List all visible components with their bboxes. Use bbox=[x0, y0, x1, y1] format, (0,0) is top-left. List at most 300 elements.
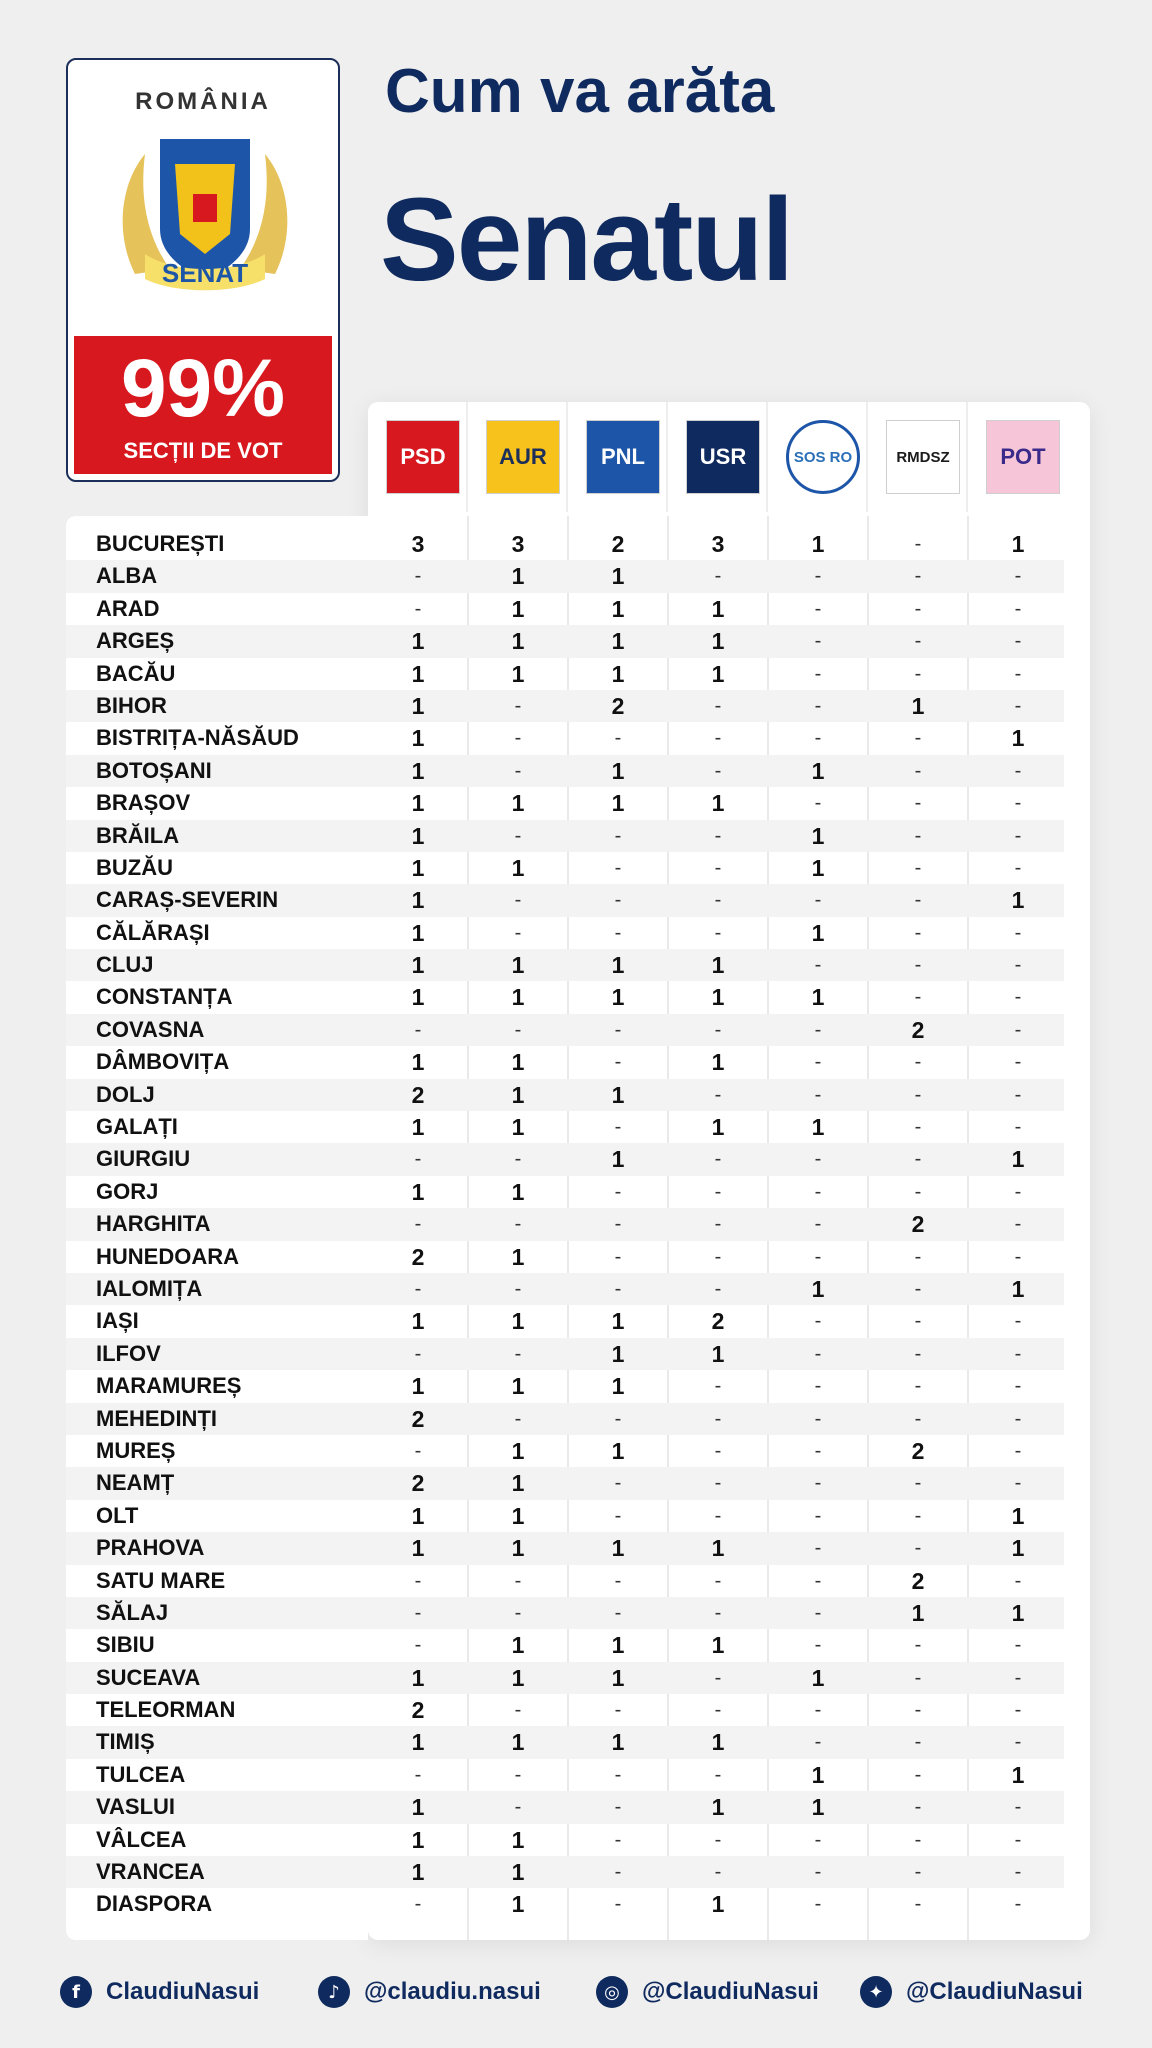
seat-count-cell: - bbox=[614, 1407, 622, 1430]
seat-count-cell: - bbox=[914, 1796, 922, 1819]
seat-count-cell: 1 bbox=[511, 952, 525, 979]
seat-count-cell: - bbox=[914, 856, 922, 879]
twitter-handle: @ClaudiuNasui bbox=[906, 1978, 1083, 2005]
seat-count-cell: - bbox=[814, 1213, 822, 1236]
seat-count-cell: - bbox=[514, 921, 522, 944]
seat-count-cell: - bbox=[714, 889, 722, 912]
seat-count-cell: 1 bbox=[411, 660, 425, 687]
seat-count-cell: - bbox=[614, 1504, 622, 1527]
seat-count-cell: 1 bbox=[711, 952, 725, 979]
county-name: SĂLAJ bbox=[96, 1599, 169, 1625]
seat-count-cell: - bbox=[1014, 597, 1022, 620]
county-name: VÂLCEA bbox=[96, 1826, 187, 1852]
table-row bbox=[66, 1759, 1064, 1791]
seat-count-cell: 1 bbox=[411, 822, 425, 849]
seat-count-cell: - bbox=[714, 759, 722, 782]
seat-count-cell: - bbox=[614, 1472, 622, 1495]
seat-count-cell: - bbox=[514, 727, 522, 750]
seat-count-cell: 1 bbox=[411, 1664, 425, 1691]
seat-count-cell: - bbox=[614, 1245, 622, 1268]
seat-count-cell: - bbox=[914, 1699, 922, 1722]
table-row bbox=[66, 1565, 1064, 1597]
seat-count-cell: - bbox=[414, 597, 422, 620]
seat-count-cell: - bbox=[414, 1277, 422, 1300]
seat-count-cell: - bbox=[614, 889, 622, 912]
county-name: VRANCEA bbox=[96, 1859, 205, 1885]
table-row bbox=[66, 1662, 1064, 1694]
table-row bbox=[66, 755, 1064, 787]
seat-count-cell: 1 bbox=[411, 1502, 425, 1529]
seat-count-cell: 1 bbox=[611, 660, 625, 687]
table-row bbox=[66, 658, 1064, 690]
seat-count-cell: - bbox=[1014, 1180, 1022, 1203]
seat-count-cell: 1 bbox=[411, 1114, 425, 1141]
instagram-link[interactable] bbox=[596, 1976, 819, 2008]
county-name: GALAȚI bbox=[96, 1114, 178, 1140]
table-row bbox=[66, 949, 1064, 981]
seat-count-cell: - bbox=[514, 1763, 522, 1786]
seat-count-cell: 1 bbox=[511, 1243, 525, 1270]
seat-count-cell: - bbox=[1014, 1375, 1022, 1398]
seat-count-cell: - bbox=[914, 1375, 922, 1398]
seat-count-cell: - bbox=[814, 727, 822, 750]
tiktok-icon: ♪ bbox=[318, 1976, 350, 2008]
seat-count-cell: 1 bbox=[1011, 1761, 1025, 1788]
seat-count-cell: 1 bbox=[811, 757, 825, 784]
seat-count-cell: 1 bbox=[611, 952, 625, 979]
seat-count-cell: - bbox=[514, 1407, 522, 1430]
seat-count-cell: - bbox=[1014, 1342, 1022, 1365]
seat-count-cell: 1 bbox=[711, 595, 725, 622]
seat-count-cell: - bbox=[914, 1731, 922, 1754]
table-row bbox=[66, 1791, 1064, 1823]
title-line-2: Senatul bbox=[380, 174, 793, 306]
seat-count-cell: 1 bbox=[711, 1049, 725, 1076]
seat-count-cell: - bbox=[814, 1731, 822, 1754]
seat-count-cell: - bbox=[814, 1342, 822, 1365]
seat-count-cell: - bbox=[414, 1439, 422, 1462]
seat-count-cell: 1 bbox=[811, 1664, 825, 1691]
polling-percent-value: 99% bbox=[120, 343, 286, 434]
seat-count-cell: - bbox=[714, 1245, 722, 1268]
table-row bbox=[66, 1370, 1064, 1402]
seat-count-cell: 1 bbox=[611, 595, 625, 622]
seat-count-cell: - bbox=[814, 1018, 822, 1041]
seat-count-cell: 1 bbox=[711, 660, 725, 687]
logo-country-text: ROMÂNIA bbox=[135, 88, 271, 115]
seat-count-cell: - bbox=[814, 1601, 822, 1624]
seat-count-cell: 1 bbox=[511, 1859, 525, 1886]
seat-count-cell: 1 bbox=[1011, 1535, 1025, 1562]
seat-count-cell: - bbox=[914, 1245, 922, 1268]
seat-count-cell: - bbox=[714, 921, 722, 944]
county-name: IAȘI bbox=[96, 1308, 139, 1334]
seat-count-cell: 1 bbox=[611, 1535, 625, 1562]
county-name: ALBA bbox=[96, 563, 158, 589]
seat-count-cell: - bbox=[914, 1277, 922, 1300]
seat-count-cell: 1 bbox=[711, 1729, 725, 1756]
seat-count-cell: 1 bbox=[611, 1081, 625, 1108]
table-row bbox=[66, 1208, 1064, 1240]
seat-count-cell: 1 bbox=[411, 1535, 425, 1562]
facebook-handle: ClaudiuNasui bbox=[106, 1978, 260, 2005]
seat-count-cell: - bbox=[914, 1116, 922, 1139]
seat-count-cell: 1 bbox=[411, 725, 425, 752]
seat-count-cell: 1 bbox=[611, 1437, 625, 1464]
seat-count-cell: - bbox=[614, 1569, 622, 1592]
county-name: BOTOȘANI bbox=[96, 757, 212, 783]
seat-count-cell: - bbox=[1014, 1699, 1022, 1722]
seat-count-cell: 1 bbox=[511, 1729, 525, 1756]
seat-count-cell: 1 bbox=[611, 563, 625, 590]
seat-count-cell: 1 bbox=[611, 1373, 625, 1400]
seat-count-cell: - bbox=[514, 1018, 522, 1041]
facebook-icon: f bbox=[60, 1976, 92, 2008]
county-name: BRĂILA bbox=[96, 822, 180, 848]
seat-count-cell: 1 bbox=[511, 628, 525, 655]
table-row bbox=[66, 1403, 1064, 1435]
county-name: GORJ bbox=[96, 1178, 159, 1204]
table-row bbox=[66, 690, 1064, 722]
seat-count-cell: - bbox=[614, 1893, 622, 1916]
instagram-handle: @ClaudiuNasui bbox=[642, 1978, 819, 2005]
seat-count-cell: 1 bbox=[411, 1826, 425, 1853]
seat-count-cell: - bbox=[514, 694, 522, 717]
county-name: OLT bbox=[96, 1502, 139, 1528]
seat-count-cell: 1 bbox=[511, 790, 525, 817]
seat-count-cell: - bbox=[914, 1893, 922, 1916]
seat-count-cell: 1 bbox=[611, 1340, 625, 1367]
seat-count-cell: - bbox=[714, 1083, 722, 1106]
seat-count-cell: 1 bbox=[411, 1859, 425, 1886]
seat-count-cell: - bbox=[614, 1796, 622, 1819]
seat-count-cell: 1 bbox=[611, 1146, 625, 1173]
table-row bbox=[66, 981, 1064, 1013]
seat-count-cell: - bbox=[614, 1601, 622, 1624]
seat-count-cell: - bbox=[614, 1018, 622, 1041]
seat-count-cell: - bbox=[814, 1569, 822, 1592]
seat-count-cell: 1 bbox=[811, 822, 825, 849]
county-name: BUZĂU bbox=[96, 854, 173, 880]
seat-count-cell: - bbox=[814, 1699, 822, 1722]
seat-count-cell: 1 bbox=[511, 1373, 525, 1400]
seat-count-cell: 1 bbox=[711, 1891, 725, 1918]
seat-count-cell: 1 bbox=[1011, 1599, 1025, 1626]
seat-count-cell: - bbox=[914, 1634, 922, 1657]
table-row bbox=[66, 1532, 1064, 1564]
seat-count-cell: - bbox=[414, 1763, 422, 1786]
polling-percent-label: SECȚII DE VOT bbox=[123, 438, 283, 463]
seat-count-cell: - bbox=[814, 694, 822, 717]
seat-count-cell: - bbox=[814, 954, 822, 977]
seat-count-cell: - bbox=[1014, 1731, 1022, 1754]
seat-count-cell: 1 bbox=[611, 984, 625, 1011]
party-logo: RMDSZ bbox=[886, 420, 960, 494]
seat-count-cell: - bbox=[614, 727, 622, 750]
seat-count-cell: - bbox=[1014, 1083, 1022, 1106]
seat-count-cell: 1 bbox=[711, 1114, 725, 1141]
party-header-col bbox=[768, 402, 868, 512]
county-name: IALOMIȚA bbox=[96, 1275, 203, 1301]
seat-count-cell: - bbox=[714, 1666, 722, 1689]
party-header-col bbox=[968, 402, 1068, 512]
seat-count-cell: - bbox=[514, 1342, 522, 1365]
seat-count-cell: - bbox=[614, 1180, 622, 1203]
table-row bbox=[66, 1694, 1064, 1726]
seat-count-cell: - bbox=[1014, 565, 1022, 588]
twitter-link[interactable] bbox=[860, 1976, 1083, 2008]
seat-count-cell: - bbox=[1014, 1472, 1022, 1495]
seat-count-cell: - bbox=[1014, 759, 1022, 782]
seat-count-cell: 1 bbox=[511, 563, 525, 590]
seat-count-cell: - bbox=[1014, 662, 1022, 685]
seat-count-cell: 1 bbox=[711, 1535, 725, 1562]
table-row bbox=[66, 787, 1064, 819]
seat-count-cell: 1 bbox=[411, 757, 425, 784]
seat-count-cell: - bbox=[914, 1666, 922, 1689]
county-name: DIASPORA bbox=[96, 1891, 213, 1917]
party-logo: AUR bbox=[486, 420, 560, 494]
seat-count-cell: - bbox=[914, 1472, 922, 1495]
seat-count-cell: - bbox=[1014, 1116, 1022, 1139]
seat-count-cell: - bbox=[914, 1051, 922, 1074]
seat-count-cell: - bbox=[714, 1277, 722, 1300]
facebook-link[interactable] bbox=[60, 1976, 259, 2008]
seat-count-cell: 1 bbox=[411, 984, 425, 1011]
seat-count-cell: 1 bbox=[711, 1632, 725, 1659]
seat-count-cell: 1 bbox=[511, 595, 525, 622]
social-footer bbox=[0, 1976, 1152, 2016]
seat-count-cell: - bbox=[814, 630, 822, 653]
seat-count-cell: 2 bbox=[411, 1243, 425, 1270]
seat-count-cell: 1 bbox=[611, 757, 625, 784]
seat-count-cell: - bbox=[414, 1569, 422, 1592]
seat-count-cell: - bbox=[414, 1634, 422, 1657]
seat-count-cell: 1 bbox=[511, 1826, 525, 1853]
county-name: GIURGIU bbox=[96, 1146, 191, 1172]
seat-count-cell: - bbox=[914, 630, 922, 653]
county-name: NEAMȚ bbox=[96, 1470, 175, 1496]
seat-count-cell: 1 bbox=[511, 1891, 525, 1918]
table-row bbox=[66, 917, 1064, 949]
seat-count-cell: 2 bbox=[411, 1470, 425, 1497]
seat-count-cell: - bbox=[714, 1018, 722, 1041]
seat-count-cell: - bbox=[914, 921, 922, 944]
senate-logo-card bbox=[66, 58, 340, 482]
seat-count-cell: - bbox=[1014, 1018, 1022, 1041]
county-name: DOLJ bbox=[96, 1081, 155, 1107]
seat-count-cell: 2 bbox=[611, 531, 625, 557]
seat-count-cell: - bbox=[614, 1051, 622, 1074]
seat-count-cell: - bbox=[914, 1828, 922, 1851]
seat-count-cell: 1 bbox=[411, 1794, 425, 1821]
seat-count-cell: 1 bbox=[511, 1437, 525, 1464]
seat-count-cell: - bbox=[914, 662, 922, 685]
seat-count-cell: - bbox=[714, 1828, 722, 1851]
seat-count-cell: - bbox=[1014, 1569, 1022, 1592]
seat-count-cell: - bbox=[714, 1601, 722, 1624]
seat-count-cell: - bbox=[714, 1439, 722, 1462]
seat-count-cell: - bbox=[914, 1083, 922, 1106]
seat-count-cell: 2 bbox=[911, 1567, 925, 1594]
county-name: DÂMBOVIȚA bbox=[96, 1049, 230, 1075]
seat-count-cell: 1 bbox=[511, 1049, 525, 1076]
seat-count-cell: - bbox=[914, 565, 922, 588]
seat-count-cell: 1 bbox=[411, 1308, 425, 1335]
seat-count-cell: 1 bbox=[411, 952, 425, 979]
seat-count-cell: - bbox=[1014, 1407, 1022, 1430]
seat-count-cell: 1 bbox=[611, 1308, 625, 1335]
seat-count-cell: - bbox=[414, 1893, 422, 1916]
seat-count-cell: - bbox=[614, 856, 622, 879]
county-name: ILFOV bbox=[96, 1340, 161, 1366]
seat-count-cell: - bbox=[414, 1148, 422, 1171]
seat-count-cell: - bbox=[514, 1213, 522, 1236]
seat-count-cell: - bbox=[914, 1407, 922, 1430]
seat-count-cell: - bbox=[514, 1148, 522, 1171]
seat-count-cell: 2 bbox=[911, 1016, 925, 1043]
seat-count-cell: 3 bbox=[511, 531, 525, 557]
seat-count-cell: - bbox=[714, 824, 722, 847]
party-header-col bbox=[568, 402, 668, 512]
seat-count-cell: 1 bbox=[711, 1340, 725, 1367]
party-header-col bbox=[468, 402, 568, 512]
seat-count-cell: 1 bbox=[511, 854, 525, 881]
county-name: SATU MARE bbox=[96, 1567, 226, 1593]
table-row bbox=[66, 593, 1064, 625]
table-row bbox=[66, 1143, 1064, 1175]
seat-count-cell: 1 bbox=[1011, 1502, 1025, 1529]
table-row bbox=[66, 1338, 1064, 1370]
table-row bbox=[66, 1079, 1064, 1111]
seat-count-cell: - bbox=[914, 986, 922, 1009]
tiktok-link[interactable] bbox=[318, 1976, 541, 2008]
seat-count-cell: - bbox=[1014, 1634, 1022, 1657]
table-row bbox=[66, 625, 1064, 657]
instagram-icon: ◎ bbox=[596, 1976, 628, 2008]
table-row bbox=[66, 1435, 1064, 1467]
seat-count-cell: - bbox=[1014, 1310, 1022, 1333]
seat-count-cell: - bbox=[1014, 1861, 1022, 1884]
table-row bbox=[66, 1241, 1064, 1273]
party-logo: POT bbox=[986, 420, 1060, 494]
county-name: ARGEȘ bbox=[96, 628, 175, 654]
seat-count-cell: - bbox=[714, 1763, 722, 1786]
seat-count-cell: - bbox=[1014, 1439, 1022, 1462]
seat-count-cell: - bbox=[914, 824, 922, 847]
seat-count-cell: - bbox=[914, 1180, 922, 1203]
seat-count-cell: 1 bbox=[411, 919, 425, 946]
seat-count-cell: - bbox=[814, 1245, 822, 1268]
seat-count-cell: 1 bbox=[511, 1114, 525, 1141]
seat-count-cell: - bbox=[1014, 1213, 1022, 1236]
seat-count-cell: - bbox=[514, 889, 522, 912]
seat-count-cell: - bbox=[914, 727, 922, 750]
results-table-body bbox=[66, 528, 1064, 1921]
seat-count-cell: 1 bbox=[511, 1308, 525, 1335]
seat-count-cell: - bbox=[814, 792, 822, 815]
table-row bbox=[66, 1014, 1064, 1046]
polling-percent-box bbox=[74, 336, 332, 474]
seat-count-cell: 1 bbox=[811, 1794, 825, 1821]
seat-count-cell: - bbox=[614, 921, 622, 944]
county-name: MUREȘ bbox=[96, 1437, 176, 1463]
county-name: ARAD bbox=[96, 595, 160, 621]
seat-count-cell: - bbox=[814, 889, 822, 912]
seat-count-cell: - bbox=[914, 533, 922, 555]
seat-count-cell: - bbox=[414, 565, 422, 588]
seat-count-cell: - bbox=[714, 1699, 722, 1722]
party-logo: USR bbox=[686, 420, 760, 494]
seat-count-cell: - bbox=[914, 792, 922, 815]
county-name: TULCEA bbox=[96, 1761, 186, 1787]
seat-count-cell: - bbox=[814, 1407, 822, 1430]
seat-count-cell: - bbox=[1014, 1666, 1022, 1689]
table-row bbox=[66, 1500, 1064, 1532]
county-name: BUCUREȘTI bbox=[96, 531, 225, 556]
seat-count-cell: 1 bbox=[511, 1081, 525, 1108]
seat-count-cell: - bbox=[414, 1342, 422, 1365]
table-row bbox=[66, 820, 1064, 852]
tiktok-handle: @claudiu.nasui bbox=[364, 1978, 541, 2005]
seat-count-cell: - bbox=[814, 1634, 822, 1657]
seat-count-cell: - bbox=[614, 1213, 622, 1236]
seat-count-cell: 1 bbox=[611, 1664, 625, 1691]
seat-count-cell: 1 bbox=[711, 628, 725, 655]
seat-count-cell: 2 bbox=[611, 692, 625, 719]
table-row bbox=[66, 1046, 1064, 1078]
party-logo: PNL bbox=[586, 420, 660, 494]
table-row bbox=[66, 528, 1064, 560]
table-row bbox=[66, 1111, 1064, 1143]
seat-count-cell: - bbox=[914, 1342, 922, 1365]
seat-count-cell: 1 bbox=[1011, 725, 1025, 752]
seat-count-cell: - bbox=[514, 1277, 522, 1300]
seat-count-cell: - bbox=[1014, 1051, 1022, 1074]
seat-count-cell: 3 bbox=[711, 531, 725, 557]
seat-count-cell: - bbox=[1014, 921, 1022, 944]
seat-count-cell: - bbox=[914, 1763, 922, 1786]
seat-count-cell: - bbox=[814, 1439, 822, 1462]
seat-count-cell: 1 bbox=[811, 919, 825, 946]
seat-count-cell: - bbox=[1014, 694, 1022, 717]
table-row bbox=[66, 1176, 1064, 1208]
seat-count-cell: - bbox=[714, 1180, 722, 1203]
seat-count-cell: - bbox=[1014, 1828, 1022, 1851]
county-name: VASLUI bbox=[96, 1794, 176, 1820]
party-header-col bbox=[868, 402, 968, 512]
county-name: HARGHITA bbox=[96, 1211, 211, 1237]
seat-count-cell: - bbox=[714, 1375, 722, 1398]
seat-count-cell: - bbox=[1014, 856, 1022, 879]
seat-count-cell: 1 bbox=[511, 984, 525, 1011]
seat-count-cell: - bbox=[514, 1796, 522, 1819]
county-name: CONSTANȚA bbox=[96, 984, 233, 1010]
party-logo: SOS RO bbox=[786, 420, 860, 494]
seat-count-cell: - bbox=[514, 1601, 522, 1624]
seat-count-cell: - bbox=[714, 694, 722, 717]
seat-count-cell: 1 bbox=[611, 1729, 625, 1756]
county-name: BIHOR bbox=[96, 692, 167, 718]
seat-count-cell: - bbox=[1014, 1893, 1022, 1916]
seat-count-cell: 1 bbox=[911, 1599, 925, 1626]
seat-count-cell: - bbox=[614, 1116, 622, 1139]
title-line-1: Cum va arăta bbox=[385, 57, 775, 126]
seat-count-cell: - bbox=[814, 1537, 822, 1560]
seat-count-cell: - bbox=[714, 1569, 722, 1592]
seat-count-cell: - bbox=[814, 1083, 822, 1106]
table-row bbox=[66, 722, 1064, 754]
